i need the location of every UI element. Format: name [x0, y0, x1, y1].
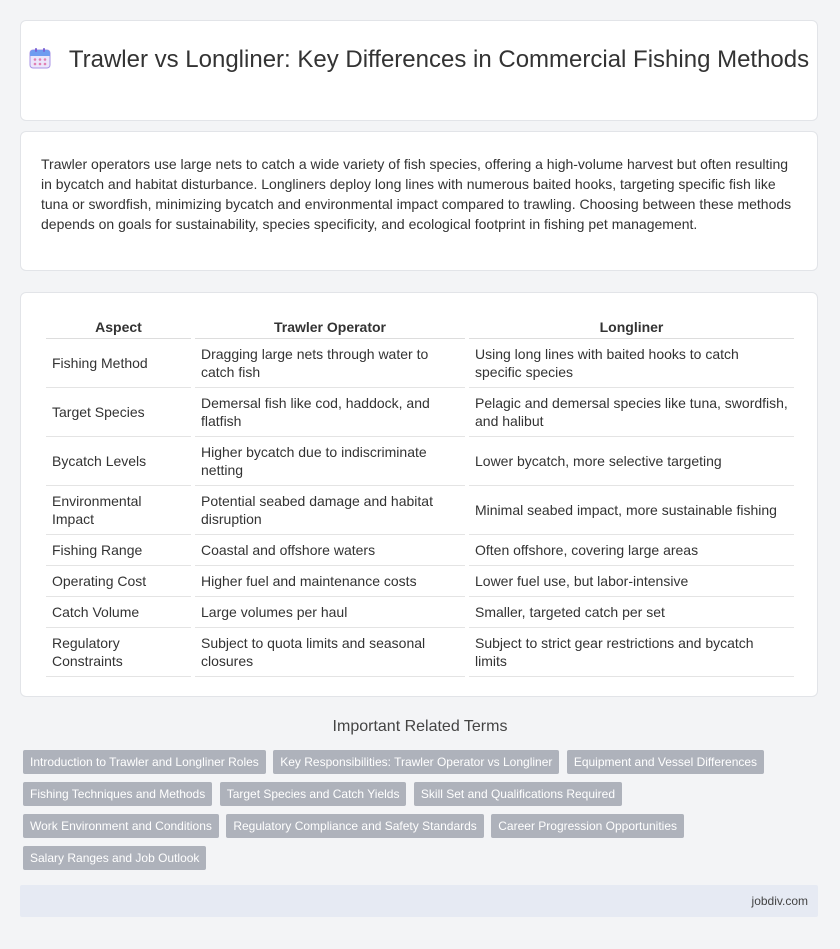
cell-longliner: Lower fuel use, but labor-intensive — [469, 566, 794, 597]
page-title — [21, 45, 817, 74]
cell-longliner: Smaller, targeted catch per set — [469, 597, 794, 628]
related-term-tag[interactable]: Fishing Techniques and Methods — [23, 782, 212, 806]
comparison-card — [20, 292, 818, 697]
cell-longliner: Minimal seabed impact, more sustainable fishing — [469, 486, 794, 535]
title-wrap — [21, 45, 817, 74]
related-term-tag[interactable]: Work Environment and Conditions — [23, 814, 219, 838]
related-terms-title: Important Related Terms — [332, 718, 508, 735]
table-row — [46, 597, 794, 628]
intro-paragraph: Trawler operators use large nets to catch a wide variety of fish species, offering a high-volume harvest but often resulting in bycatch and habitat disturbance. Longliners deploy long lines with numerous baited hooks, targeting specific fish like tuna or swordfish, minimizing bycatch and environmental impact compared to trawling. Choosing between these methods depends on goals for sustainability, species specificity, and ecological footprint in fishing pet management. — [41, 156, 792, 232]
related-term-tag[interactable]: Equipment and Vessel Differences — [567, 750, 764, 774]
footer-bar — [20, 885, 818, 917]
table-row — [46, 535, 794, 566]
cell-longliner: Lower bycatch, more selective targeting — [469, 437, 794, 486]
cell-trawler: Higher bycatch due to indiscriminate netting — [195, 437, 465, 486]
table-header-row — [46, 315, 794, 339]
cell-aspect: Bycatch Levels — [46, 437, 191, 486]
header-trawler: Trawler Operator — [195, 315, 465, 339]
cell-aspect: Target Species — [46, 388, 191, 437]
related-term-tag[interactable]: Regulatory Compliance and Safety Standards — [226, 814, 483, 838]
cell-aspect: Fishing Method — [46, 339, 191, 388]
comparison-table — [42, 315, 798, 677]
related-term-tag[interactable]: Skill Set and Qualifications Required — [414, 782, 622, 806]
calendar-icon — [29, 47, 51, 69]
header-aspect: Aspect — [46, 315, 191, 339]
cell-trawler: Subject to quota limits and seasonal closures — [195, 628, 465, 677]
cell-trawler: Large volumes per haul — [195, 597, 465, 628]
cell-aspect: Operating Cost — [46, 566, 191, 597]
cell-aspect: Fishing Range — [46, 535, 191, 566]
header-longliner: Longliner — [469, 315, 794, 339]
cell-trawler: Potential seabed damage and habitat disruption — [195, 486, 465, 535]
related-term-tag[interactable]: Introduction to Trawler and Longliner Roles — [23, 750, 266, 774]
cell-aspect: Regulatory Constraints — [46, 628, 191, 677]
related-term-tag[interactable]: Career Progression Opportunities — [491, 814, 684, 838]
header-card — [20, 20, 818, 121]
table-row — [46, 437, 794, 486]
page-title-text: Trawler vs Longliner: Key Differences in Commercial Fishing Methods — [68, 46, 810, 73]
related-term-tag[interactable]: Salary Ranges and Job Outlook — [23, 846, 206, 870]
related-term-tag[interactable]: Target Species and Catch Yields — [220, 782, 407, 806]
table-row — [46, 486, 794, 535]
cell-aspect: Catch Volume — [46, 597, 191, 628]
table-row — [46, 566, 794, 597]
related-terms-list — [23, 750, 823, 878]
cell-longliner: Often offshore, covering large areas — [469, 535, 794, 566]
related-term-tag[interactable]: Key Responsibilities: Trawler Operator vs Longliner — [273, 750, 559, 774]
table-row — [46, 628, 794, 677]
cell-trawler: Dragging large nets through water to catch fish — [195, 339, 465, 388]
cell-trawler: Coastal and offshore waters — [195, 535, 465, 566]
cell-trawler: Higher fuel and maintenance costs — [195, 566, 465, 597]
cell-longliner: Pelagic and demersal species like tuna, swordfish, and halibut — [469, 388, 794, 437]
table-row — [46, 339, 794, 388]
cell-trawler: Demersal fish like cod, haddock, and flatfish — [195, 388, 465, 437]
intro-card — [20, 131, 818, 271]
table-row — [46, 388, 794, 437]
cell-aspect: Environmental Impact — [46, 486, 191, 535]
footer-site-link[interactable]: jobdiv.com — [751, 894, 808, 908]
cell-longliner: Using long lines with baited hooks to catch specific species — [469, 339, 794, 388]
cell-longliner: Subject to strict gear restrictions and bycatch limits — [469, 628, 794, 677]
